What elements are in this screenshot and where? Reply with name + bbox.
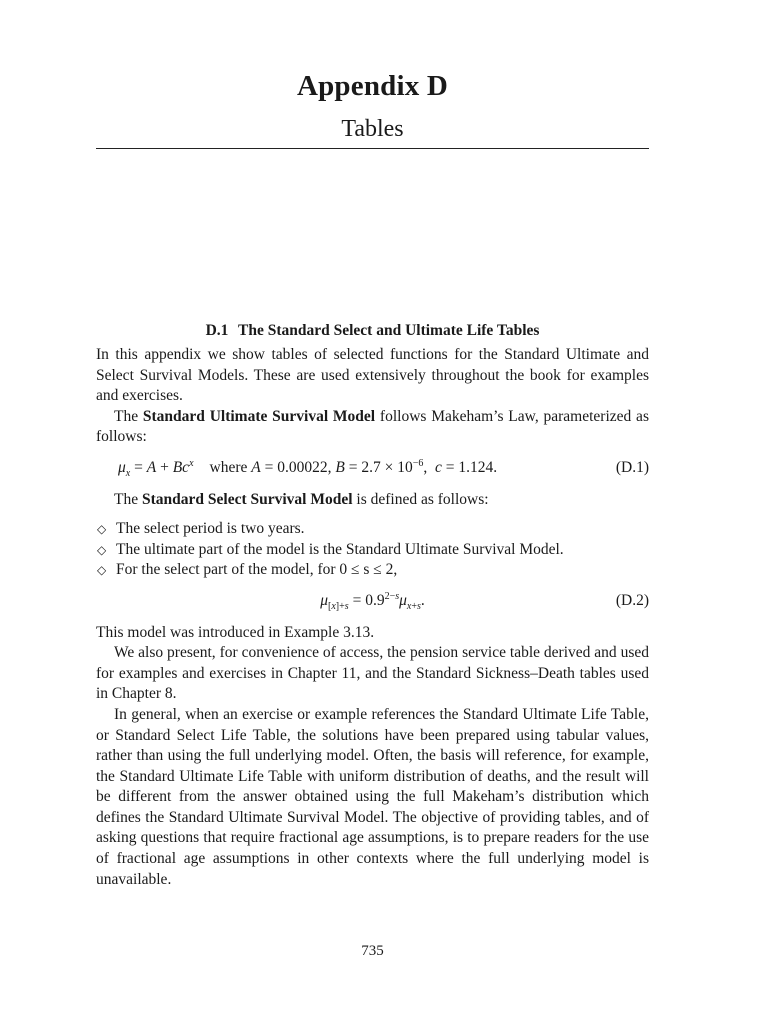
equation-d2-base: 0.9: [365, 591, 385, 609]
diamond-bullet-icon: ◇: [97, 522, 107, 537]
param-b: 2.7 × 10: [361, 458, 413, 476]
chapter-subtitle: Tables: [341, 116, 404, 142]
list-item: ◇ The ultimate part of the model is the Standard Ultimate Survival Model.: [96, 540, 649, 561]
param-c: 1.124: [458, 458, 494, 476]
book-page: [96, 0, 649, 1024]
body-text: [96, 345, 649, 890]
section-title: The Standard Select and Ultimate Life Tables: [238, 322, 540, 339]
equation-d2-body: $\mu_{[x]+s} = 0.9^{2-s}\mu_{x+s}$.: [320, 590, 425, 613]
equation-d1-body: $\mu_x = A + Bc^x$ where A = 0.00022, $B = 2.7 \times 10^{-6}$, c = 1.124.: [118, 457, 498, 480]
paragraph-ultimate-model: The Standard Ultimate Survival Model follows Makeham’s Law, parameterized as follows:: [96, 407, 649, 446]
paragraph-select-model: The Standard Select Survival Model is defined as follows:: [114, 490, 489, 508]
section-number: D.1: [205, 322, 229, 339]
list-item: ◇ For the select part of the model, for 0 ≤ s ≤ 2,: [96, 560, 649, 581]
paragraph-other-tables: We also present, for convenience of access, the pension service table derived and used for examples and exercises in Chapter 11, and the Standard Sickness–Death tables used in Chapter 8.: [96, 644, 649, 703]
list-item: ◇ The select period is two years.: [96, 519, 649, 540]
paragraph-example-ref: This model was introduced in Example 3.13.: [96, 623, 375, 641]
equation-d1: [96, 458, 649, 479]
term-standard-select: Standard Select Survival Model: [141, 490, 353, 508]
paragraph-intro: In this appendix we show tables of selected functions for the Standard Ultimate and Select Survival Models. These are used extensively throughout the book for examples and exercises.: [96, 346, 649, 405]
select-model-bullets: [96, 519, 649, 581]
equation-d2: [96, 591, 649, 612]
chapter-title: Appendix D: [296, 70, 449, 102]
paragraph-general: In general, when an exercise or example references the Standard Ultimate Life Table, or Standard Select Life Table, the solutions have been prepared using tabular values, rather than using the full underlying model. Often, the basis will reference, for example, the Standard Ultimate Life Table with uniform distribution of deaths, and the result will be different from the answer obtained using the full Makeham’s distribution which defines the Standard Ultimate Survival Model. The objective of providing tables, and of asking questions that require fractional age assumptions, is to prepare readers for the use of fractional age assumptions in other contexts where the full underlying model is unavailable.: [96, 705, 649, 888]
diamond-bullet-icon: ◇: [97, 542, 107, 557]
term-standard-ultimate: Standard Ultimate Survival Model: [142, 407, 376, 425]
section-heading: [96, 322, 649, 340]
equation-d1-label: (D.1): [615, 458, 649, 476]
page-number: 735: [361, 943, 384, 959]
param-b-exponent: −6: [412, 457, 424, 469]
title-rule: [96, 148, 649, 149]
param-a: 0.00022: [277, 458, 328, 476]
equation-d2-label: (D.2): [615, 591, 649, 609]
equation-d1-where: where: [209, 458, 248, 476]
diamond-bullet-icon: ◇: [97, 563, 107, 578]
